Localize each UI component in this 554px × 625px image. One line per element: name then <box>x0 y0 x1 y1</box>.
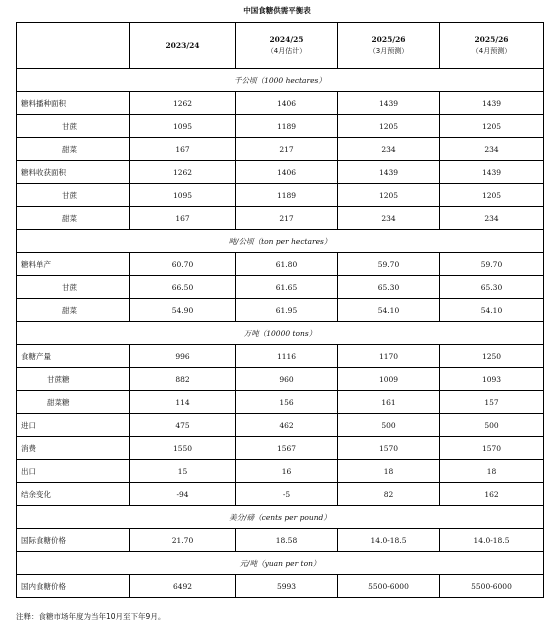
cell-value: 1093 <box>440 368 544 391</box>
cell-value: 1570 <box>440 437 544 460</box>
cell-value: 1439 <box>440 92 544 115</box>
header-empty-cell <box>17 23 130 69</box>
row-label: 甜菜 <box>17 299 130 322</box>
cell-value: 14.0-18.5 <box>440 529 544 552</box>
cell-value: 234 <box>338 138 440 161</box>
cell-value: 18 <box>440 460 544 483</box>
cell-value: 1205 <box>440 115 544 138</box>
cell-value: 14.0-18.5 <box>338 529 440 552</box>
cell-value: 1262 <box>130 161 236 184</box>
row-label: 甜菜糖 <box>17 391 130 414</box>
cell-value: 882 <box>130 368 236 391</box>
row-label: 进口 <box>17 414 130 437</box>
header-col-2025-26-april-note: （4月预测） <box>471 47 512 55</box>
cell-value: 462 <box>236 414 338 437</box>
cell-value: 475 <box>130 414 236 437</box>
cell-value: -94 <box>130 483 236 506</box>
table-row <box>17 529 544 552</box>
row-label: 糖料播种面积 <box>17 92 130 115</box>
table-row <box>17 460 544 483</box>
footnote: 注释：食糖市场年度为当年10月至下年9月。 <box>16 612 166 621</box>
cell-value: 1189 <box>236 115 338 138</box>
cell-value: 167 <box>130 207 236 230</box>
cell-value: 5500-6000 <box>338 575 440 598</box>
cell-value: 1439 <box>338 161 440 184</box>
cell-value: 5500-6000 <box>440 575 544 598</box>
unit-row-yield: 吨/公顷（ton per hectares） <box>17 230 544 253</box>
cell-value: 1262 <box>130 92 236 115</box>
table-row <box>17 253 544 276</box>
row-label: 出口 <box>17 460 130 483</box>
cell-value: 1567 <box>236 437 338 460</box>
cell-value: 114 <box>130 391 236 414</box>
row-label: 甘蔗 <box>17 115 130 138</box>
cell-value: 21.70 <box>130 529 236 552</box>
row-label: 国内食糖价格 <box>17 575 130 598</box>
cell-value: 1205 <box>440 184 544 207</box>
cell-value: -5 <box>236 483 338 506</box>
cell-value: 157 <box>440 391 544 414</box>
cell-value: 5993 <box>236 575 338 598</box>
cell-value: 1189 <box>236 184 338 207</box>
cell-value: 18.58 <box>236 529 338 552</box>
cell-value: 18 <box>338 460 440 483</box>
cell-value: 61.95 <box>236 299 338 322</box>
unit-row-intl-price: 美分/磅（cents per pound） <box>17 506 544 529</box>
cell-value: 1095 <box>130 115 236 138</box>
header-col-2025-26-march: 2025/26 （3月预测） <box>338 23 440 69</box>
row-label: 消费 <box>17 437 130 460</box>
table-row <box>17 483 544 506</box>
cell-value: 161 <box>338 391 440 414</box>
cell-value: 156 <box>236 391 338 414</box>
cell-value: 1205 <box>338 115 440 138</box>
cell-value: 1439 <box>338 92 440 115</box>
cell-value: 1205 <box>338 184 440 207</box>
row-label: 甘蔗 <box>17 184 130 207</box>
table-row <box>17 138 544 161</box>
row-label: 甜菜 <box>17 138 130 161</box>
header-col-2023-24: 2023/24 <box>130 23 236 69</box>
unit-row-dom-price: 元/吨（yuan per ton） <box>17 552 544 575</box>
table-row <box>17 207 544 230</box>
cell-value: 1116 <box>236 345 338 368</box>
table-row <box>17 276 544 299</box>
row-label: 甘蔗糖 <box>17 368 130 391</box>
unit-row-area: 千公顷（1000 hectares） <box>17 69 544 92</box>
header-col-2025-26-april: 2025/26 （4月预测） <box>440 23 544 69</box>
table-row <box>17 368 544 391</box>
cell-value: 61.65 <box>236 276 338 299</box>
cell-value: 996 <box>130 345 236 368</box>
row-label: 糖料收获面积 <box>17 161 130 184</box>
cell-value: 1550 <box>130 437 236 460</box>
cell-value: 82 <box>338 483 440 506</box>
unit-row-quantity: 万吨（10000 tons） <box>17 322 544 345</box>
cell-value: 1009 <box>338 368 440 391</box>
table-row <box>17 161 544 184</box>
header-col-2025-26-march-note: （3月预测） <box>368 47 409 55</box>
table-row <box>17 115 544 138</box>
cell-value: 234 <box>440 207 544 230</box>
cell-value: 54.90 <box>130 299 236 322</box>
row-label: 糖料单产 <box>17 253 130 276</box>
cell-value: 54.10 <box>440 299 544 322</box>
cell-value: 1406 <box>236 92 338 115</box>
table-row <box>17 414 544 437</box>
table-row <box>17 391 544 414</box>
cell-value: 217 <box>236 207 338 230</box>
cell-value: 59.70 <box>338 253 440 276</box>
table-row <box>17 92 544 115</box>
cell-value: 1570 <box>338 437 440 460</box>
cell-value: 65.30 <box>338 276 440 299</box>
cell-value: 500 <box>440 414 544 437</box>
table-row <box>17 437 544 460</box>
cell-value: 65.30 <box>440 276 544 299</box>
header-col-2024-25: 2024/25 （4月估计） <box>236 23 338 69</box>
table-row <box>17 299 544 322</box>
cell-value: 217 <box>236 138 338 161</box>
cell-value: 59.70 <box>440 253 544 276</box>
cell-value: 1095 <box>130 184 236 207</box>
cell-value: 60.70 <box>130 253 236 276</box>
row-label: 食糖产量 <box>17 345 130 368</box>
cell-value: 61.80 <box>236 253 338 276</box>
cell-value: 500 <box>338 414 440 437</box>
table-row <box>17 345 544 368</box>
row-label: 结余变化 <box>17 483 130 506</box>
header-row <box>17 23 544 69</box>
cell-value: 167 <box>130 138 236 161</box>
cell-value: 6492 <box>130 575 236 598</box>
table-row <box>17 575 544 598</box>
cell-value: 1250 <box>440 345 544 368</box>
table-title: 中国食糖供需平衡表 <box>243 6 311 15</box>
table-row <box>17 184 544 207</box>
sugar-balance-table <box>16 22 544 598</box>
cell-value: 1406 <box>236 161 338 184</box>
cell-value: 234 <box>440 138 544 161</box>
header-col-2024-25-note: （4月估计） <box>266 47 307 55</box>
cell-value: 1439 <box>440 161 544 184</box>
cell-value: 66.50 <box>130 276 236 299</box>
cell-value: 1170 <box>338 345 440 368</box>
cell-value: 234 <box>338 207 440 230</box>
row-label: 甜菜 <box>17 207 130 230</box>
cell-value: 54.10 <box>338 299 440 322</box>
cell-value: 15 <box>130 460 236 483</box>
cell-value: 960 <box>236 368 338 391</box>
cell-value: 16 <box>236 460 338 483</box>
row-label: 甘蔗 <box>17 276 130 299</box>
cell-value: 162 <box>440 483 544 506</box>
row-label: 国际食糖价格 <box>17 529 130 552</box>
